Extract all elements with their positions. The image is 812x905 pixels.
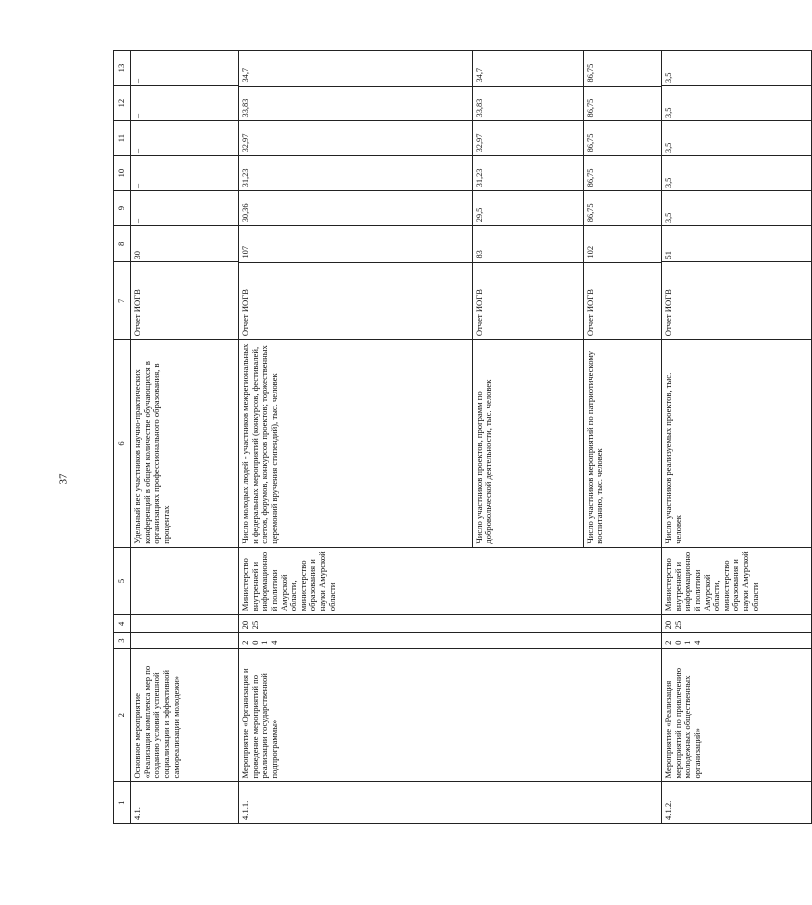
start-year: 2014: [239, 633, 662, 649]
value: –: [131, 191, 239, 226]
indicators-table: [113, 50, 812, 824]
header-cell: 9: [114, 191, 131, 226]
end-year: 2025: [239, 615, 662, 633]
row-number: 4.1.: [131, 782, 239, 824]
end-year: [131, 615, 239, 633]
source: Отчет ИОГВ: [472, 262, 583, 340]
value: 34,7: [239, 51, 472, 86]
value: –: [131, 86, 239, 121]
value: 3,5: [662, 51, 812, 86]
indicator: Удельный вес участников научно-практических конференций в общем количестве обучающихся в организациях профессионального образования, в процентах: [131, 340, 239, 548]
sub-row: [583, 51, 661, 547]
table-row: [239, 51, 662, 824]
row-number: 4.1.2.: [662, 782, 812, 824]
value: 32,97: [239, 121, 472, 156]
value-base: 107: [239, 226, 472, 262]
measure-name: Основное мероприятие «Реализация комплекса мер по созданию условий успешной социализации и эффективной самореализации молодежи»: [131, 648, 239, 782]
measure-name: Мероприятие «Реализация мероприятий по привлечению молодежных общественных организаций»: [662, 648, 812, 782]
value: 3,5: [662, 121, 812, 156]
header-cell: 6: [114, 340, 131, 548]
value: 86,75: [583, 121, 661, 156]
value: 31,23: [239, 156, 472, 191]
value: 86,75: [583, 191, 661, 226]
value: 33,83: [239, 86, 472, 121]
value: –: [131, 51, 239, 86]
start-year: 2014: [662, 633, 812, 649]
value: 86,75: [585, 63, 595, 83]
header-cell: 7: [114, 262, 131, 340]
executor: [131, 547, 239, 614]
start-year: [131, 633, 239, 649]
value-base: 51: [662, 226, 812, 262]
value: –: [131, 121, 239, 156]
source: Отчет ИОГВ: [131, 262, 239, 340]
sub-row: [472, 51, 583, 547]
executor: Министерство внутренней и информационной политики Амурской области, министерство образования и науки Амурской области: [239, 547, 662, 614]
value: 3,5: [662, 86, 812, 121]
header-cell: 3: [114, 633, 131, 649]
indicator: Число участников реализуемых проектов, тыс. человек: [662, 340, 812, 548]
indicator: Число участников проектов, программ по добровольческой деятельности, тыс. человек: [472, 340, 583, 547]
sub-row: [239, 51, 472, 547]
value: 32,97: [472, 121, 583, 156]
row-number: 4.1.1.: [239, 782, 662, 824]
value: 86,75: [583, 156, 661, 191]
value: 3,5: [662, 156, 812, 191]
source: Отчет ИОГВ: [239, 262, 472, 340]
header-cell: 5: [114, 547, 131, 614]
source: Отчет ИОГВ: [662, 262, 812, 340]
header-cell: 13: [114, 51, 131, 86]
value: 34,7: [472, 51, 583, 86]
table-row: [131, 51, 239, 824]
value: 33,83: [472, 86, 583, 121]
value-base: 83: [472, 226, 583, 262]
value: 3,5: [662, 191, 812, 226]
value-base: 30: [131, 226, 239, 262]
sub-indicators: [239, 51, 662, 548]
value-base: 102: [583, 226, 661, 262]
source: Отчет ИОГВ: [583, 262, 661, 340]
indicator: Число молодых людей - участников межрегиональных и федеральных мероприятий (конкурсов, фестивалей, слетов, форумов, конкурсов проектов; торжественных церемоний вручения стипендий), тыс. человек: [239, 340, 472, 547]
value: –: [131, 156, 239, 191]
value: 31,23: [472, 156, 583, 191]
header-row: [114, 51, 131, 824]
header-cell: 11: [114, 121, 131, 156]
header-cell: 8: [114, 226, 131, 262]
table-frame: [113, 50, 760, 824]
header-cell: 1: [114, 782, 131, 824]
executor: Министерство внутренней и информационной политики Амурской области, министерство образования и науки Амурской области: [662, 547, 812, 614]
header-cell: 10: [114, 156, 131, 191]
page-number: 37: [57, 473, 70, 485]
header-cell: 2: [114, 648, 131, 782]
value: 30,36: [239, 191, 472, 226]
header-cell: 4: [114, 615, 131, 633]
table-row: [662, 51, 812, 824]
header-cell: 12: [114, 86, 131, 121]
value: 86,75: [583, 86, 661, 121]
value: 29,5: [472, 191, 583, 226]
measure-name: Мероприятие «Организация и проведение мероприятий по реализации государственной подпрограммы»: [239, 648, 662, 782]
indicator: Число участников мероприятий по патриотическому воспитанию, тыс. человек: [583, 340, 661, 547]
table-rotated: [113, 50, 760, 824]
end-year: 2025: [662, 615, 812, 633]
